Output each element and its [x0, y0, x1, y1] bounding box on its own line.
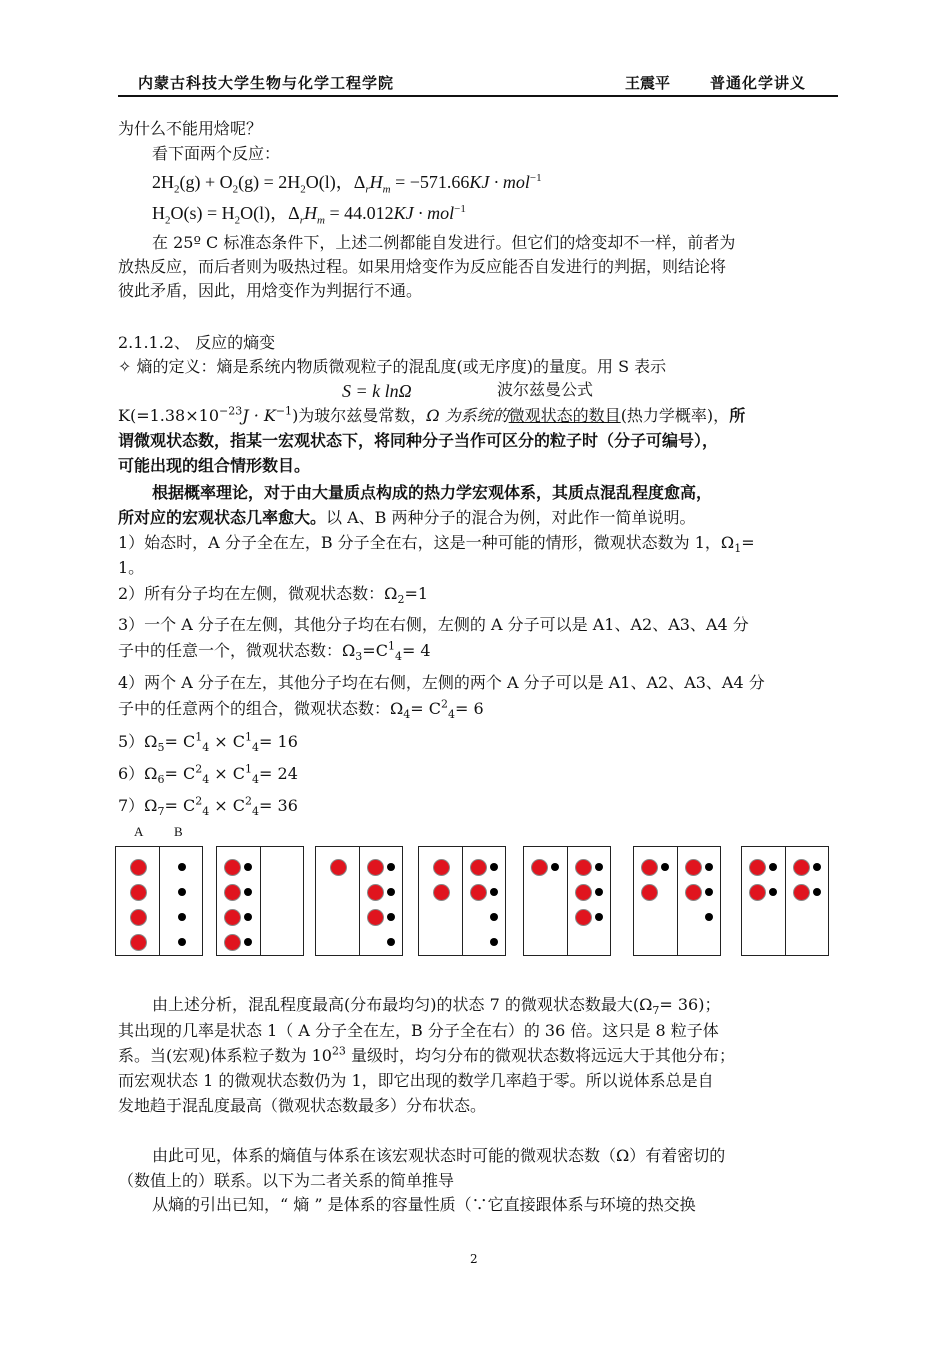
list-item-4-cont: 子中的任意两个的组合，微观状态数：$\Omega_4= C^2_4= 6$ [118, 697, 484, 722]
molecule-a [224, 884, 241, 901]
molecule-a [641, 859, 658, 876]
molecule-b [705, 888, 713, 896]
molecule-b [178, 863, 186, 871]
section-heading: 2.1.1.2、 反应的熵变 [118, 333, 276, 352]
molecule-a [793, 859, 810, 876]
molecule-a [330, 859, 347, 876]
box-divider [567, 847, 568, 955]
molecule-a [685, 884, 702, 901]
text-line: 其出现的几率是状态 1（ A 分子全在左，B 分子全在右）的 36 倍。这只是 8 粒子体 [118, 1021, 719, 1040]
molecule-b [387, 888, 395, 896]
molecule-b [490, 863, 498, 871]
molecule-a [130, 909, 147, 926]
molecule-b [813, 888, 821, 896]
molecule-b [244, 888, 252, 896]
text-line: 看下面两个反应： [152, 144, 281, 163]
list-item-7: $7)\Omega_7= C^2_4 \times C^2_4= 36$ [118, 794, 298, 819]
list-item-1-cont: 1。 [118, 558, 145, 577]
molecule-b [769, 863, 777, 871]
molecule-a [367, 884, 384, 901]
molecule-b [244, 863, 252, 871]
microstate-box [115, 846, 203, 956]
molecule-a [224, 934, 241, 951]
text-line: 为什么不能用焓呢？ [118, 119, 263, 138]
text-line-bold: 谓微观状态数，指某一宏观状态下，将同种分子当作可区分的粒子时（分子可编号）， [118, 431, 719, 450]
molecule-b [178, 888, 186, 896]
molecule-a [575, 909, 592, 926]
list-item-3: 3）一个 A 分子在左侧，其他分子均在右侧，左侧的 A 分子可以是 A1、A2、A3、A4 分 [118, 615, 749, 634]
boltzmann-constant-line: $K(=1.38\times 10^{-23}J \cdot K^{-1})$为玻尔兹曼常数，Ω 为系统的微观状态的数目(热力学概率)，所 [118, 404, 746, 425]
box-divider [159, 847, 160, 955]
molecule-b [178, 938, 186, 946]
box-divider [785, 847, 786, 955]
molecule-b [551, 863, 559, 871]
text-line: 系。当(宏观)体系粒子数为 $10^{23}$ 量级时，均匀分布的微观状态数将远远大于其他分布； [118, 1044, 736, 1065]
box-divider [260, 847, 261, 955]
list-item-1: 1）始态时，A 分子全在左，B 分子全在右，这是一种可能的情形，微观状态数为 1，$\Omega_1=$ [118, 533, 755, 556]
molecule-b [178, 913, 186, 921]
list-item-4: 4）两个 A 分子在左，其他分子均在右侧，左侧的两个 A 分子可以是 A1、A2、A3、A4 分 [118, 673, 765, 692]
text-line: 从熵的引出已知，“ 熵 ” 是体系的容量性质（∵它直接跟体系与环境的热交换 [152, 1195, 696, 1214]
molecule-a [749, 884, 766, 901]
microstate-box [418, 846, 506, 956]
molecule-b [387, 863, 395, 871]
page-number: 2 [470, 1252, 478, 1266]
microstate-box [315, 846, 403, 956]
molecule-b [813, 863, 821, 871]
molecule-a [470, 859, 487, 876]
molecule-a [793, 884, 810, 901]
molecule-a [433, 859, 450, 876]
microstate-box [741, 846, 829, 956]
molecule-a [224, 859, 241, 876]
text-line: 而宏观状态 1 的微观状态数仍为 1，即它出现的数学几率趋于零。所以说体系总是自 [118, 1071, 714, 1090]
box-divider [462, 847, 463, 955]
list-item-6: $6)\Omega_6= C^2_4 \times C^1_4= 24$ [118, 762, 298, 787]
molecule-b [490, 888, 498, 896]
molecule-b [387, 938, 395, 946]
microstate-box [633, 846, 721, 956]
text-line: 在 25º C 标准态条件下，上述二例都能自发进行。但它们的焓变却不一样，前者为 [152, 233, 736, 252]
header-author: 王震平 [625, 74, 671, 92]
molecule-a [470, 884, 487, 901]
molecule-a [433, 884, 450, 901]
molecule-a [224, 909, 241, 926]
molecule-a [575, 859, 592, 876]
list-item-5: $5)\Omega_5= C^1_4 \times C^1_4= 16$ [118, 730, 298, 755]
header-rule [118, 95, 838, 97]
text-line: 彼此矛盾，因此，用焓变作为判据行不通。 [118, 281, 423, 300]
entropy-definition: ✧ 熵的定义：熵是系统内物质微观粒子的混乱度(或无序度)的量度。用 S 表示 [118, 357, 667, 376]
molecule-b [705, 863, 713, 871]
molecule-b [595, 913, 603, 921]
molecule-a [575, 884, 592, 901]
label-a: A [134, 824, 144, 839]
molecule-b [595, 863, 603, 871]
molecule-b [244, 913, 252, 921]
molecule-b [769, 888, 777, 896]
text-line-bold: 可能出现的组合情形数目。 [118, 456, 311, 475]
molecule-b [490, 913, 498, 921]
molecule-a [749, 859, 766, 876]
molecule-b [244, 938, 252, 946]
molecule-a [130, 859, 147, 876]
text-line: 由上述分析，混乱程度最高(分布最均匀)的状态 7 的微观状态数最大$(\Omega_7= 36)$； [152, 995, 721, 1018]
equation-1: $2H_2(g) + O_2(g) = 2H_2O(l)$，$\Delta_rH_m = -571.66KJ \cdot mol^{-1}$ [152, 172, 542, 196]
molecule-a [130, 934, 147, 951]
text-line: （数值上的）联系。以下为二者关系的简单推导 [118, 1171, 455, 1190]
equation-2: $H_2O(s) = H_2O(l)$，$\Delta_rH_m = 44.012KJ \cdot mol^{-1}$ [152, 203, 466, 227]
header-course: 普通化学讲义 [710, 74, 807, 92]
box-divider [359, 847, 360, 955]
molecule-b [595, 888, 603, 896]
molecule-a [531, 859, 548, 876]
molecule-b [661, 863, 669, 871]
microstate-box [216, 846, 304, 956]
molecule-a [685, 859, 702, 876]
microstate-box [523, 846, 611, 956]
list-item-2: 2）所有分子均在左侧，微观状态数：$\Omega_2=1$ [118, 584, 429, 607]
molecule-a [641, 884, 658, 901]
molecule-b [490, 938, 498, 946]
box-divider [677, 847, 678, 955]
molecule-a [130, 884, 147, 901]
molecule-a [367, 859, 384, 876]
microstate-figure [108, 820, 843, 965]
list-item-3-cont: 子中的任意一个，微观状态数：$\Omega_3=C^1_4= 4$ [118, 639, 431, 664]
text-line-bold: 根据概率理论，对于由大量质点构成的热力学宏观体系，其质点混乱程度愈高， [152, 483, 713, 502]
text-line: 所对应的宏观状态几率愈大。以 A、B 两种分子的混合为例，对此作一简单说明。 [118, 508, 696, 527]
text-line: 发地趋于混乱度最高（微观状态数最多）分布状态。 [118, 1096, 487, 1115]
label-b: B [174, 824, 183, 839]
molecule-b [705, 913, 713, 921]
molecule-b [387, 913, 395, 921]
molecule-a [367, 909, 384, 926]
header-institution: 内蒙古科技大学生物与化学工程学院 [138, 74, 395, 92]
text-line: 由此可见，体系的熵值与体系在该宏观状态时可能的微观状态数（Ω）有着密切的 [152, 1146, 726, 1165]
text-line: 放热反应，而后者则为吸热过程。如果用焓变作为反应能否自发进行的判据，则结论将 [118, 257, 727, 276]
